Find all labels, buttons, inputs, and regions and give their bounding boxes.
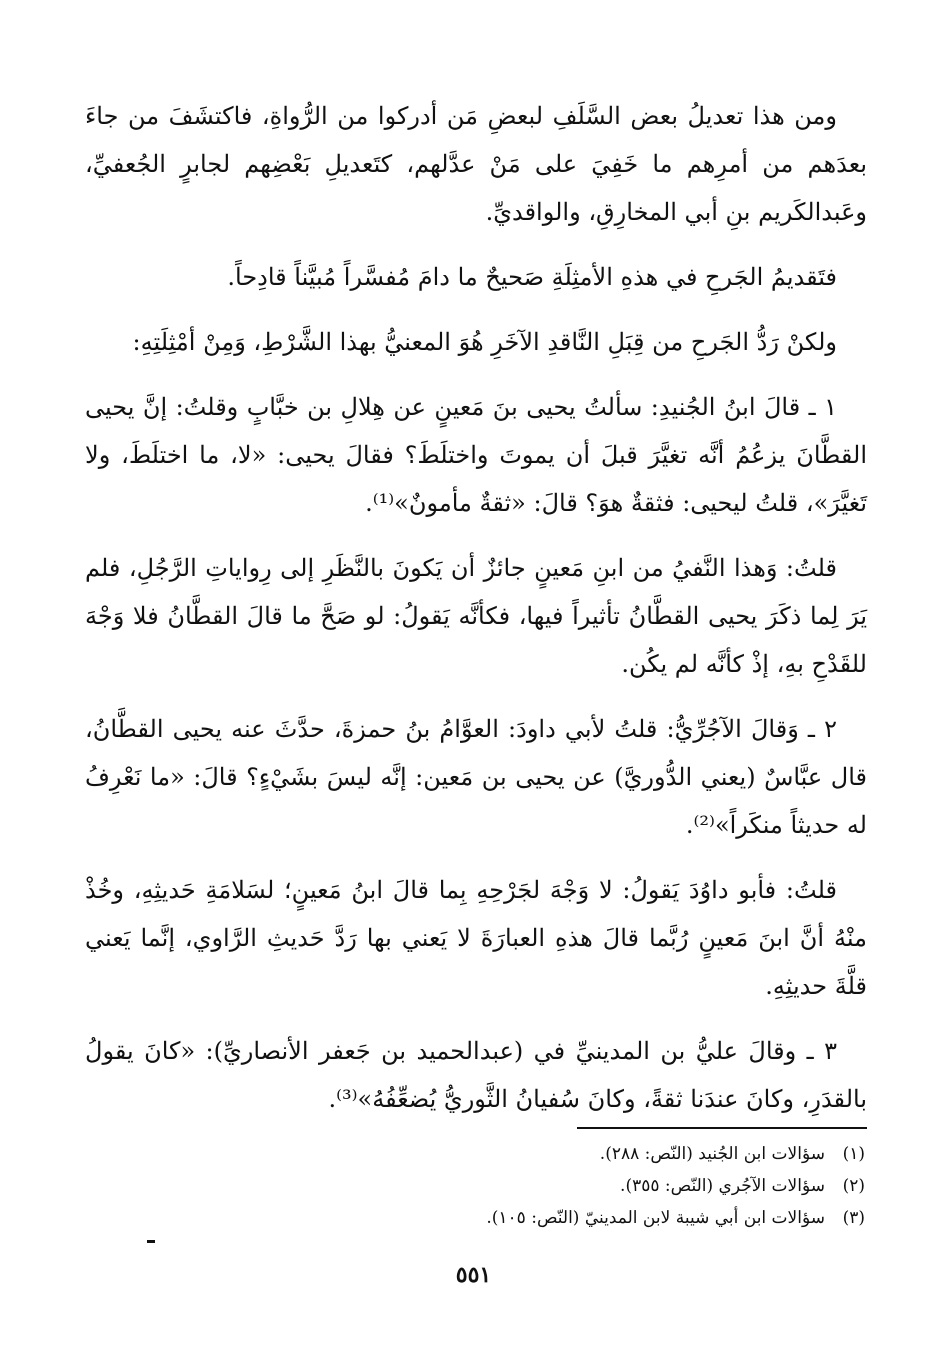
footnote-number: (٢) xyxy=(842,1176,865,1196)
page-number: ٥٥١ xyxy=(455,1262,492,1288)
paragraph-3: ولكنْ رَدُّ الجَرحِ من قِبَلِ النَّاقدِ الآخَرِ هُوَ المعنيُّ بهذا الشَّرْطِ، وَمِنْ أمْثِلَتِهِ: xyxy=(132,328,837,356)
footnote-number: (٣) xyxy=(842,1208,865,1228)
paragraph-2: فتَقديمُ الجَرحِ في هذهِ الأمثِلَةِ صَحيحٌ ما دامَ مُفسَّراً مُبيَّناً قادِحاً. xyxy=(227,263,837,291)
footnotes xyxy=(85,1138,865,1234)
footnote-3 xyxy=(85,1202,865,1234)
ink-speck xyxy=(147,1240,155,1243)
paragraph-6: ٢ ـ وَقالَ الآجُرِّيُّ: قلتُ لأبي داودَ: العوَّامُ بنُ حمزةَ، حدَّثَ عنه يحيى القطَّانُ، قال عبَّاسٌ (يعني الدُّوريَّ) عن يحيى بن مَعين: إنَّه ليسَ بشَيْءٍ؟ قالَ: «ما نَعْرِفُ له حديثاً منكَراً»⁽²⁾. xyxy=(85,715,867,839)
paragraph-8: ٣ ـ وقالَ عليُّ بن المدينيِّ في (عبدالحميد بن جَعفر الأنصاريِّ): «كانَ يقولُ بالقدَرِ، وكانَ عندَنا ثقةً، وكانَ سُفيانُ الثَّوريُّ يُضعِّفُهُ»⁽³⁾. xyxy=(85,1037,867,1113)
footnote-divider xyxy=(577,1127,867,1129)
paragraph-7: قلتُ: فأبو داوُدَ يَقولُ: لا وَجْهَ لجَرْحِهِ بِما قالَ ابنُ مَعينٍ؛ لسَلامَةِ حَديثِهِ، وخُذْ منْهُ أنَّ ابنَ مَعينٍ رُبَّما قالَ هذهِ العبارَةَ لا يَعني بها رَدَّ حَديثِ الرَّاوي، إنَّما يَعني قلَّةَ حديثِهِ. xyxy=(85,876,867,1000)
footnote-number: (١) xyxy=(842,1144,865,1164)
paragraph-5: قلتُ: وَهذا النَّفيُ من ابنِ مَعينٍ جائزٌ أن يَكونَ بالنَّظَرِ إلى رِواياتِ الرَّجُلِ، فلم يَرَ لِما ذكَرَ يحيى القطَّانُ تأثيراً فيها، فكأنَّه يَقولُ: لو صَحَّ ما قالَ القطَّانُ فلا وَجْهَ للقَدْحِ بهِ، إذْ كأنَّه لم يكُن. xyxy=(85,554,867,678)
footnote-text: سؤالات الآجُري (النّص: ٣٥٥). xyxy=(620,1176,825,1196)
footnote-2 xyxy=(85,1170,865,1202)
paragraph-1: ومن هذا تعديلُ بعض السَّلَفِ لبعضِ مَن أدركوا من الرُّواةِ، فاكتشَفَ من جاءَ بعدَهم من أمرِهم ما خَفِيَ على مَنْ عدَّلهم، كتَعديلِ بَعْضِهم لجابرٍ الجُعفيِّ، وعَبدالكَريم بنِ أبي المخارِقِ، والواقديِّ. xyxy=(85,102,867,226)
footnote-text: سؤالات ابن أبي شيبة لابن المدينيّ (النّص: ١٠٥). xyxy=(486,1208,825,1228)
footnote-1 xyxy=(85,1138,865,1170)
main-text xyxy=(85,92,867,1140)
paragraph-4: ١ ـ قالَ ابنُ الجُنيدِ: سألتُ يحيى بنَ مَعينٍ عن هِلالِ بن خبَّابٍ وقلتُ: إنَّ يحيى القطَّانَ يزعُمُ أنَّه تغيَّرَ قبلَ أن يموتَ واختلَطَ؟ فقالَ يحيى: «لا، ما اختلَطَ، ولا تَغيَّرَ»، قلتُ ليحيى: فثقةٌ هوَ؟ قالَ: «ثقةٌ مأمونٌ»⁽¹⁾. xyxy=(85,393,867,517)
footnote-text: سؤالات ابن الجُنيد (النّص: ٢٨٨). xyxy=(599,1144,825,1164)
